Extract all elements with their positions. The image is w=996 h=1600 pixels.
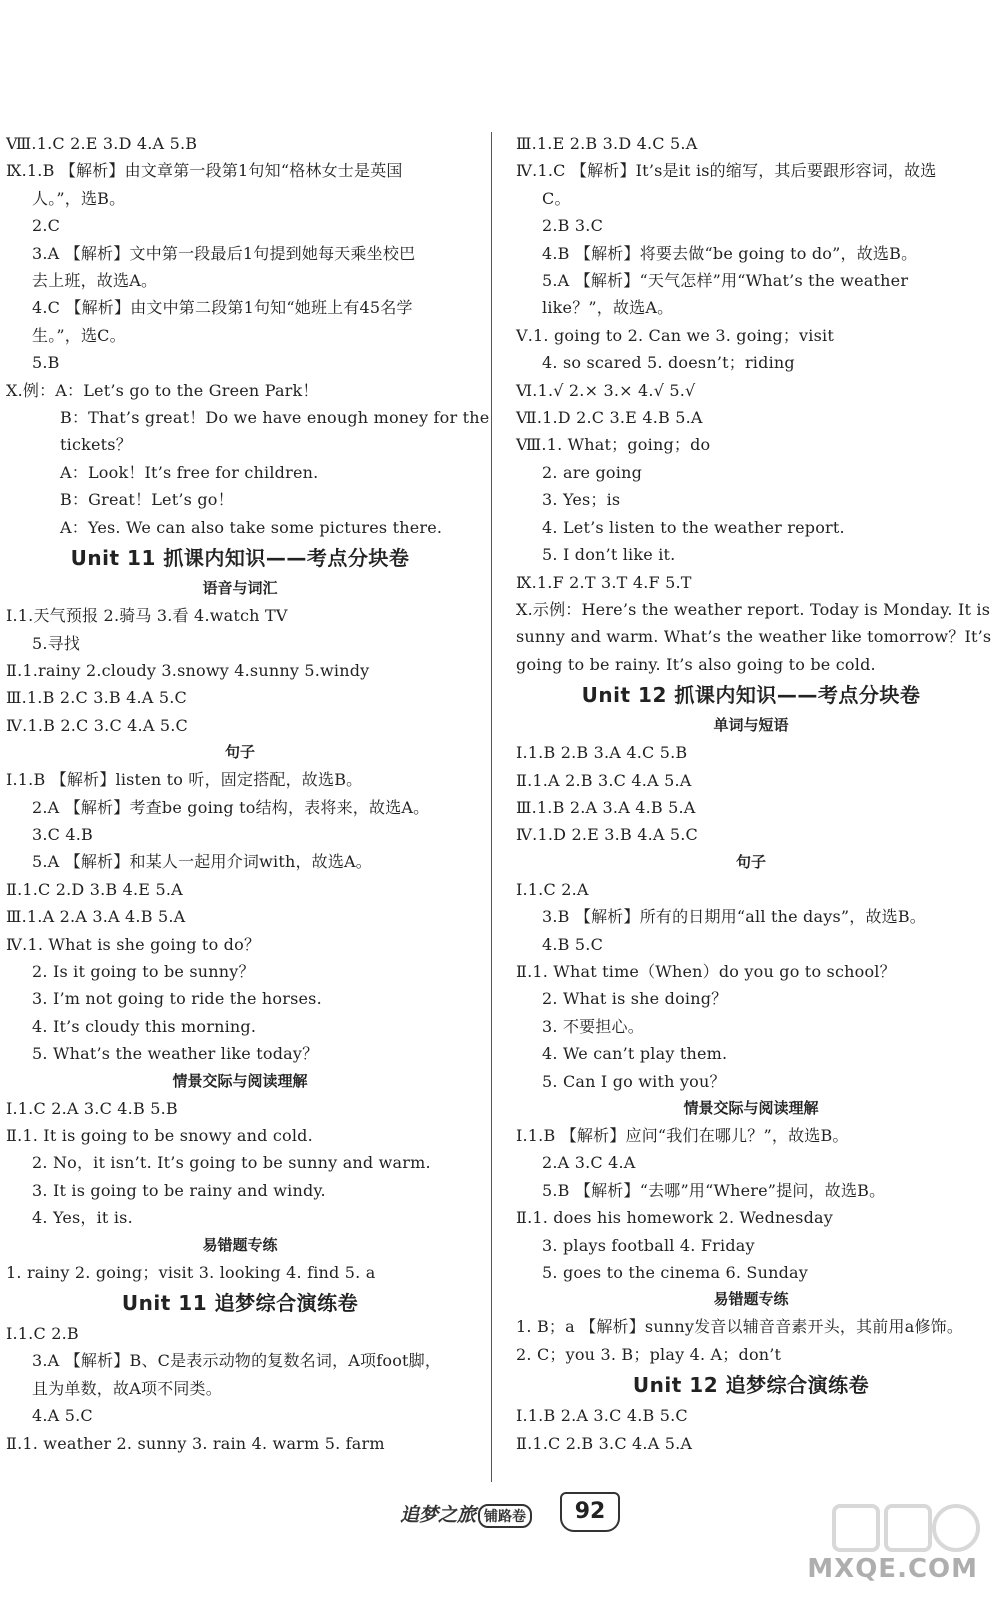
right-column [516, 130, 992, 1457]
answer-line: 3.A 【解析】文中第一段最后1句提到她每天乘坐校巴 [32, 243, 416, 263]
answer-line: 4.C 【解析】由文中第二段第1句知“她班上有45名学 [32, 298, 413, 318]
answer-line: Ⅱ.1. does his homework 2. Wednesday [516, 1208, 834, 1228]
answer-line: 4. We can’t play them. [542, 1044, 728, 1064]
answer-line: 2. What is she doing？ [542, 989, 728, 1009]
answer-line: Ⅰ.1.天气预报 2.骑马 3.看 4.watch TV [6, 606, 288, 626]
section-heading: 情景交际与阅读理解 [172, 1071, 308, 1090]
answer-line: 4.B 5.C [542, 934, 604, 954]
answer-line: B：Great！Let’s go！ [60, 490, 234, 510]
answer-line: Ⅸ.1.F 2.T 3.T 4.F 5.T [516, 572, 692, 592]
answer-line: 生。”，选C。 [32, 325, 126, 345]
answer-line: 2. C；you 3. B；play 4. A；don’t [516, 1344, 782, 1364]
answer-line: like？”，故选A。 [542, 298, 674, 318]
answer-line: A：Look！It’s free for children. [60, 462, 319, 482]
answer-line: 3. 不要担心。 [542, 1016, 644, 1036]
answer-line: going to be rainy. It’s also going to be cold. [516, 654, 876, 674]
answer-line: Ⅱ.1. It is going to be snowy and cold. [6, 1126, 313, 1145]
answer-line: Ⅹ.例：A：Let’s go to the Green Park！ [6, 380, 319, 400]
section-heading: 句子 [735, 852, 766, 871]
answer-line: Ⅱ.1. What time（When）do you go to school？ [516, 961, 896, 981]
answer-line: 5. goes to the cinema 6. Sunday [542, 1263, 809, 1283]
left-column [6, 130, 490, 1457]
answer-line: 5. What’s the weather like today？ [32, 1044, 319, 1064]
answer-line: Ⅲ.1.A 2.A 3.A 4.B 5.A [6, 907, 186, 927]
answer-line: 1. B；a 【解析】sunny发音以辅音音素开头，其前用a修饰。 [516, 1317, 964, 1337]
answer-line: 3.C 4.B [32, 824, 94, 844]
unit-heading: Unit 12 追梦综合演练卷 [632, 1373, 870, 1398]
unit-heading: Unit 11 追梦综合演练卷 [121, 1291, 359, 1316]
unit-heading: Unit 12 抓课内知识——考点分块卷 [581, 683, 921, 708]
answer-line: Ⅰ.1.B 2.A 3.C 4.B 5.C [516, 1406, 688, 1426]
answer-line: 3. I’m not going to ride the horses. [32, 989, 322, 1009]
answer-line: sunny and warm. What’s the weather like tomorrow？It’s [516, 627, 992, 647]
section-heading: 情景交际与阅读理解 [683, 1099, 819, 1117]
answer-line: 3. Yes；is [542, 490, 621, 510]
answer-line: Ⅷ.1.C 2.E 3.D 4.A 5.B [6, 134, 198, 153]
answer-line: Ⅱ.1.A 2.B 3.C 4.A 5.A [516, 770, 692, 790]
answer-line: 4. Yes，it is. [32, 1208, 133, 1228]
brand-logo [400, 1500, 532, 1528]
answer-line: Ⅲ.1.B 2.C 3.B 4.A 5.C [6, 688, 187, 708]
section-heading: 单词与短语 [713, 716, 789, 735]
answer-line: Ⅱ.1.C 2.B 3.C 4.A 5.A [516, 1433, 693, 1453]
answer-line: 5.A 【解析】和某人一起用介词with，故选A。 [32, 852, 373, 872]
brand-box: 铺路卷 [478, 1504, 532, 1528]
answer-line: 2. are going [542, 462, 643, 482]
answer-line: Ⅰ.1.C 2.B [6, 1324, 79, 1344]
answer-line: Ⅳ.1.D 2.E 3.B 4.A 5.C [516, 825, 699, 845]
answer-line: 2. Is it going to be sunny？ [32, 961, 255, 981]
section-heading: 易错题专练 [713, 1290, 789, 1309]
answer-line: 3. It is going to be rainy and windy. [32, 1180, 326, 1200]
answer-line: 且为单数，故A项不同类。 [32, 1378, 222, 1398]
answer-line: Ⅹ.示例：Here’s the weather report. Today is Monday. It is [516, 599, 991, 619]
answer-line: 5.B 【解析】“去哪”用“Where”提问，故选B。 [542, 1180, 886, 1200]
answer-line: B：That’s great！Do we have enough money for the [60, 408, 490, 428]
answer-line: 2. No，it isn’t. It’s going to be sunny and warm. [32, 1153, 431, 1173]
answer-line: 5. I don’t like it. [542, 545, 676, 565]
answer-line: 4.B 【解析】将要去做“be going to do”，故选B。 [542, 243, 918, 263]
answer-line: Ⅱ.1. weather 2. sunny 3. rain 4. warm 5. farm [6, 1433, 385, 1453]
answer-line: Ⅰ.1.B 【解析】应问“我们在哪儿？”，故选B。 [516, 1126, 849, 1145]
answer-line: Ⅰ.1.C 2.A 3.C 4.B 5.B [6, 1098, 178, 1118]
answer-line: 4. It’s cloudy this morning. [32, 1016, 257, 1036]
answer-line: Ⅰ.1.B 【解析】listen to 听，固定搭配，故选B。 [6, 770, 363, 790]
answer-line: 3. plays football 4. Friday [542, 1235, 755, 1255]
answer-line: Ⅳ.1.C 【解析】It’s是it is的缩写，其后要跟形容词，故选 [516, 161, 937, 181]
answer-line: Ⅸ.1.B 【解析】由文章第一段第1句知“格林女士是英国 [6, 161, 403, 181]
answer-line: Ⅶ.1.D 2.C 3.E 4.B 5.A [516, 408, 703, 428]
watermark-text: MXQE.COM [807, 1554, 978, 1584]
answer-line: 3.A 【解析】B、C是表示动物的复数名词，A项foot脚， [32, 1351, 442, 1371]
answer-line: C。 [542, 188, 571, 208]
section-heading: 语音与词汇 [202, 579, 278, 598]
answer-line: Ⅱ.1.C 2.D 3.B 4.E 5.A [6, 879, 183, 899]
answer-line: 1. rainy 2. going；visit 3. looking 4. find 5. a [6, 1262, 376, 1282]
answer-line: A：Yes. We can also take some pictures there. [60, 517, 443, 537]
answer-line: Ⅱ.1.rainy 2.cloudy 3.snowy 4.sunny 5.windy [6, 660, 370, 680]
brand-text: 追梦之旅 [400, 1504, 477, 1526]
answer-line: Ⅴ.1. going to 2. Can we 3. going；visit [516, 325, 834, 345]
answer-line: 5.A 【解析】“天气怎样”用“What’s the weather [542, 271, 909, 291]
answer-line: Ⅲ.1.B 2.A 3.A 4.B 5.A [516, 797, 696, 817]
unit-heading: Unit 11 抓课内知识——考点分块卷 [70, 546, 410, 571]
answer-line: 5.寻找 [32, 633, 81, 653]
answer-line: 2.C [32, 216, 61, 236]
answer-line: 3.B 【解析】所有的日期用“all the days”，故选B。 [542, 907, 927, 927]
answer-line: 5.B [32, 353, 60, 373]
section-heading: 句子 [224, 743, 255, 762]
answer-line: tickets？ [60, 435, 132, 455]
answer-line: Ⅷ.1. What；going；do [516, 435, 711, 455]
answer-line: 5. Can I go with you？ [542, 1071, 726, 1091]
page-number: 92 [560, 1492, 620, 1532]
answer-line: 2.A 3.C 4.A [542, 1153, 636, 1173]
answer-line: Ⅵ.1.√ 2.× 3.× 4.√ 5.√ [516, 380, 696, 400]
page-footer [400, 1490, 640, 1536]
answer-line: 4. so scared 5. doesn’t；riding [542, 353, 795, 373]
answer-line: 人。”，选B。 [32, 188, 126, 208]
answer-line: 去上班，故选A。 [32, 271, 158, 291]
answer-line: Ⅲ.1.E 2.B 3.D 4.C 5.A [516, 134, 698, 153]
answer-line: Ⅰ.1.C 2.A [516, 879, 589, 899]
section-heading: 易错题专练 [202, 1235, 278, 1254]
answer-line: 4.A 5.C [32, 1406, 93, 1426]
answer-line: Ⅰ.1.B 2.B 3.A 4.C 5.B [516, 743, 688, 763]
answer-line: 2.A 【解析】考查be going to结构，表将来，故选A。 [32, 797, 430, 817]
answer-line: 4. Let’s listen to the weather report. [542, 517, 845, 537]
answer-line: Ⅳ.1.B 2.C 3.C 4.A 5.C [6, 715, 188, 735]
answer-line: 2.B 3.C [542, 216, 604, 236]
column-divider [491, 132, 492, 1482]
answer-line: Ⅳ.1. What is she going to do？ [6, 934, 261, 954]
